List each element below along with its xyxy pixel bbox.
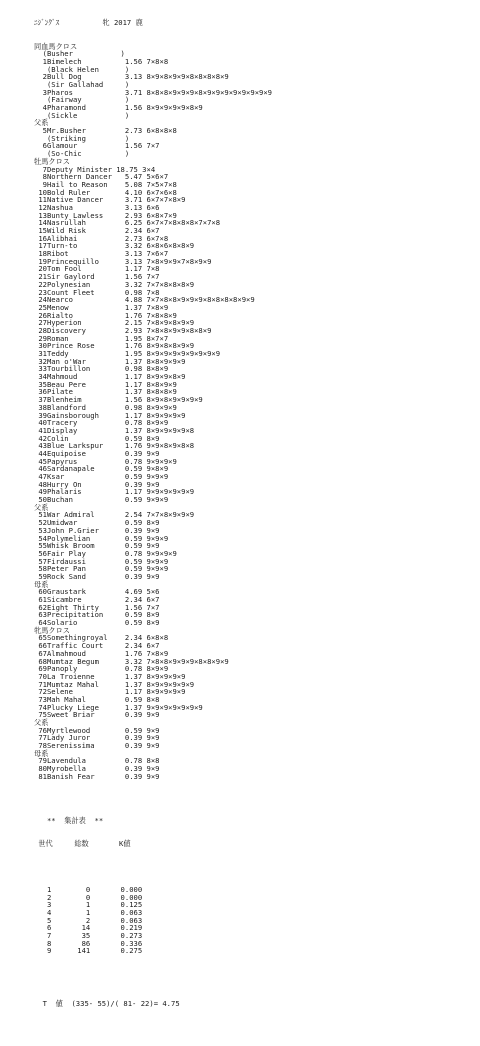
cross-section bbox=[34, 719, 272, 750]
cross-line: 42Colin 0.59 8×9 bbox=[34, 433, 160, 443]
cross-line: 47Ksar 0.59 9×9×9 bbox=[34, 472, 169, 481]
cross-line: 53John P.Grier 0.39 9×9 bbox=[34, 525, 160, 535]
cross-line: 72Selene 1.17 8×9×9×9×9 bbox=[34, 687, 186, 697]
cross-line: 71Mumtaz Mahal 1.37 8×9×9×9×9×9 bbox=[34, 679, 195, 689]
cross-line: 5Mr.Busher 2.73 6×8×8×8 bbox=[34, 126, 177, 136]
cross-line: 19Princequillo 3.13 7×8×9×9×7×8×9×9 bbox=[34, 256, 212, 266]
summary-row: 2 0 0.000 bbox=[34, 892, 143, 902]
cross-line: 52Umidwar 0.59 8×9 bbox=[34, 518, 160, 528]
t-value-line: T 値 (335- 55)/( 81- 22)= 4.75 bbox=[34, 998, 180, 1008]
cross-line: 75Sweet Briar 0.39 9×9 bbox=[34, 710, 160, 720]
cross-line: 64Solario 0.59 8×9 bbox=[34, 618, 160, 628]
cross-line: 65Somethingroyal 2.34 6×8×8 bbox=[34, 633, 169, 643]
cross-line: 54Polymelian 0.59 9×9×9 bbox=[34, 533, 169, 543]
cross-line: 62Eight Thirty 1.56 7×7 bbox=[34, 602, 160, 612]
cross-line: 13Bunty Lawless 2.93 6×8×7×9 bbox=[34, 210, 177, 220]
summary-row: 9 141 0.275 bbox=[34, 946, 143, 956]
cross-line: 69Panoply 0.78 8×9×9 bbox=[34, 664, 169, 674]
cross-line: 37Blenheim 1.56 8×9×8×9×9×9×9 bbox=[34, 395, 203, 405]
cross-line: 20Tom Fool 1.17 7×8 bbox=[34, 264, 160, 274]
section-heading: 牡馬クロス bbox=[34, 156, 70, 166]
cross-sections bbox=[34, 43, 272, 781]
cross-line: 33Tourbillon 0.98 8×8×9 bbox=[34, 364, 169, 374]
cross-line: 15Wild Risk 2.34 6×7 bbox=[34, 226, 160, 235]
pedigree-analysis-document bbox=[34, 4, 272, 1046]
summary-title: ** 集計表 ** bbox=[34, 816, 104, 826]
cross-section bbox=[34, 504, 272, 581]
section-heading: 父系 bbox=[34, 718, 49, 727]
summary-row: 4 1 0.063 bbox=[34, 907, 143, 917]
cross-line: 38Blandford 0.98 8×9×9×9 bbox=[34, 402, 177, 412]
cross-line: 77Lady Juror 0.39 9×9 bbox=[34, 733, 160, 743]
cross-line: 12Nashua 3.13 6×6 bbox=[34, 202, 160, 212]
cross-line: 35Beau Pere 1.17 8×8×9×9 bbox=[34, 379, 177, 389]
summary-rows bbox=[34, 886, 272, 955]
document-header: ﾆｼﾞﾝｸﾞｽ 牝 2017 鹿 bbox=[34, 18, 143, 28]
cross-line: 4Pharamond 1.56 8×9×9×9×9×8×9 bbox=[34, 103, 203, 112]
section-heading: 同血馬クロス bbox=[34, 41, 78, 51]
cross-line: 28Discovery 2.93 7×8×8×9×9×8×8×9 bbox=[34, 325, 212, 335]
cross-line: (So-Chic ) bbox=[34, 149, 130, 159]
section-heading: 母系 bbox=[34, 579, 49, 589]
section-heading: 牝馬クロス bbox=[34, 625, 70, 635]
cross-line: (Fairway ) bbox=[34, 95, 130, 105]
cross-line: 40Tracery 0.78 8×9×9 bbox=[34, 418, 169, 428]
cross-line: 1Bimelech 1.56 7×8×8 bbox=[34, 56, 169, 66]
summary-row: 1 0 0.000 bbox=[34, 884, 143, 894]
cross-section bbox=[34, 158, 272, 504]
cross-line: 7Deputy Minister 18.75 3×4 bbox=[34, 164, 156, 174]
cross-line: 76Myrtlewood 0.59 9×9 bbox=[34, 725, 160, 735]
cross-line: 51War Admiral 2.54 7×7×8×9×9×9 bbox=[34, 510, 195, 520]
cross-line: (Sir Gallahad ) bbox=[34, 79, 130, 89]
cross-line: 25Menow 1.37 7×8×9 bbox=[34, 302, 169, 312]
cross-line: 66Traffic Court 2.34 6×7 bbox=[34, 641, 160, 651]
summary-row: 8 86 0.336 bbox=[34, 938, 143, 948]
cross-line: 49Phalaris 1.17 9×9×9×9×9×9 bbox=[34, 487, 195, 497]
summary-row: 7 35 0.273 bbox=[34, 931, 143, 941]
cross-line: 30Prince Rose 1.76 8×9×8×8×9×9 bbox=[34, 341, 195, 351]
cross-line: 59Rock Sand 0.39 9×9 bbox=[34, 571, 160, 581]
cross-line: 58Peter Pan 0.59 9×9×9 bbox=[34, 564, 169, 574]
cross-line: 14Nasrullah 6.25 6×7×7×8×8×8×7×7×8 bbox=[34, 218, 221, 228]
cross-line: 79Lavendula 0.78 8×8 bbox=[34, 756, 160, 766]
cross-line: 9Hail to Reason 5.08 7×5×7×8 bbox=[34, 179, 177, 189]
cross-line: 80Myrobella 0.39 9×9 bbox=[34, 764, 160, 774]
cross-section bbox=[34, 750, 272, 781]
cross-line: 73Mah Mahal 0.59 8×8 bbox=[34, 694, 160, 704]
cross-line: 3Pharos 3.71 8×8×8×9×9×9×8×9×9×9×9×9×9×9×9 bbox=[34, 87, 272, 97]
cross-line: (Striking ) bbox=[34, 133, 130, 143]
cross-line: 70La Troienne 1.37 8×9×9×9×9 bbox=[34, 671, 186, 681]
cross-line: 6Glamour 1.56 7×7 bbox=[34, 141, 160, 151]
cross-line: 2Bull Dog 3.13 8×9×8×9×9×8×8×8×8×9 bbox=[34, 72, 229, 82]
cross-line: 57Firdaussi 0.59 9×9×9 bbox=[34, 556, 169, 566]
cross-line: 24Nearco 4.88 7×7×8×8×9×9×9×8×8×8×8×9×9 bbox=[34, 295, 255, 305]
cross-line: 43Blue Larkspur 1.76 9×9×8×9×8×8 bbox=[34, 441, 195, 451]
summary-header: 世代 総数 K値 bbox=[34, 839, 131, 849]
cross-line: 21Sir Gaylord 1.56 7×7 bbox=[34, 272, 160, 282]
cross-line: 29Roman 1.95 8×7×7 bbox=[34, 333, 169, 343]
cross-section bbox=[34, 43, 272, 158]
cross-line: (Busher ) bbox=[34, 49, 125, 59]
cross-section bbox=[34, 581, 272, 627]
cross-line: 67Almahmoud 1.76 7×8×9 bbox=[34, 648, 169, 658]
cross-line: 父系 bbox=[34, 118, 49, 128]
cross-line: 46Sardanapale 0.59 9×8×9 bbox=[34, 464, 169, 474]
cross-line: 56Fair Play 0.78 9×9×9×9 bbox=[34, 548, 177, 558]
cross-line: 17Turn-to 3.32 6×8×6×8×8×9 bbox=[34, 241, 195, 251]
cross-line: 34Mahmoud 1.17 8×9×9×8×9 bbox=[34, 372, 186, 382]
cross-line: 27Hyperion 2.15 7×8×9×8×9×9 bbox=[34, 318, 195, 328]
cross-line: 39Gainsborough 1.17 8×9×9×9×9 bbox=[34, 410, 186, 420]
cross-line: 50Buchan 0.59 9×9×9 bbox=[34, 495, 169, 505]
summary-row: 3 1 0.125 bbox=[34, 900, 143, 910]
cross-line: 22Polynesian 3.32 7×7×8×8×8×9 bbox=[34, 279, 195, 289]
cross-line: 68Mumtaz Begum 3.32 7×8×8×9×9×9×8×8×9×9 bbox=[34, 656, 229, 666]
cross-line: 44Equipoise 0.39 9×9 bbox=[34, 448, 160, 458]
cross-line: (Black Helen ) bbox=[34, 64, 130, 74]
cross-line: 31Teddy 1.95 8×9×9×9×9×9×9×9×9 bbox=[34, 349, 221, 358]
summary-row: 5 2 0.063 bbox=[34, 915, 143, 925]
cross-line: 16Alibhai 2.73 6×7×8 bbox=[34, 233, 169, 243]
cross-line: 32Man o'War 1.37 8×8×9×9×9 bbox=[34, 356, 186, 366]
cross-line: 74Plucky Liege 1.37 9×9×9×9×9×9×9 bbox=[34, 702, 203, 712]
cross-line: 10Bold Ruler 4.10 6×7×6×8 bbox=[34, 187, 177, 197]
cross-line: 60Graustark 4.69 5×6 bbox=[34, 587, 160, 597]
section-heading: 母系 bbox=[34, 748, 49, 758]
cross-line: 55Whisk Broom 0.59 9×9 bbox=[34, 541, 160, 551]
cross-line: 81Banish Fear 0.39 9×9 bbox=[34, 771, 160, 781]
summary-table bbox=[34, 802, 272, 1039]
cross-line: 78Serenissima 0.39 9×9 bbox=[34, 741, 160, 751]
cross-line: 48Hurry On 0.39 9×9 bbox=[34, 479, 160, 489]
cross-line: (Sickle ) bbox=[34, 110, 130, 120]
cross-line: 26Rialto 1.76 7×8×8×9 bbox=[34, 310, 177, 320]
cross-line: 41Display 1.37 8×9×9×9×9×8 bbox=[34, 425, 195, 435]
cross-line: 45Papyrus 0.78 9×9×9×9 bbox=[34, 456, 177, 466]
cross-line: 18Ribot 3.13 7×6×7 bbox=[34, 249, 169, 259]
section-heading: 父系 bbox=[34, 502, 49, 512]
cross-line: 36Pilate 1.37 8×8×8×9 bbox=[34, 387, 177, 397]
cross-line: 63Precipitation 0.59 8×9 bbox=[34, 610, 160, 620]
cross-section bbox=[34, 627, 272, 719]
cross-line: 8Northern Dancer 5.47 5×6×7 bbox=[34, 172, 169, 182]
cross-line: 61Sicambre 2.34 6×7 bbox=[34, 595, 160, 604]
cross-line: 11Native Dancer 3.71 6×7×7×8×9 bbox=[34, 195, 186, 205]
cross-line: 23Count Fleet 0.98 7×8 bbox=[34, 287, 160, 297]
summary-row: 6 14 0.219 bbox=[34, 923, 143, 933]
